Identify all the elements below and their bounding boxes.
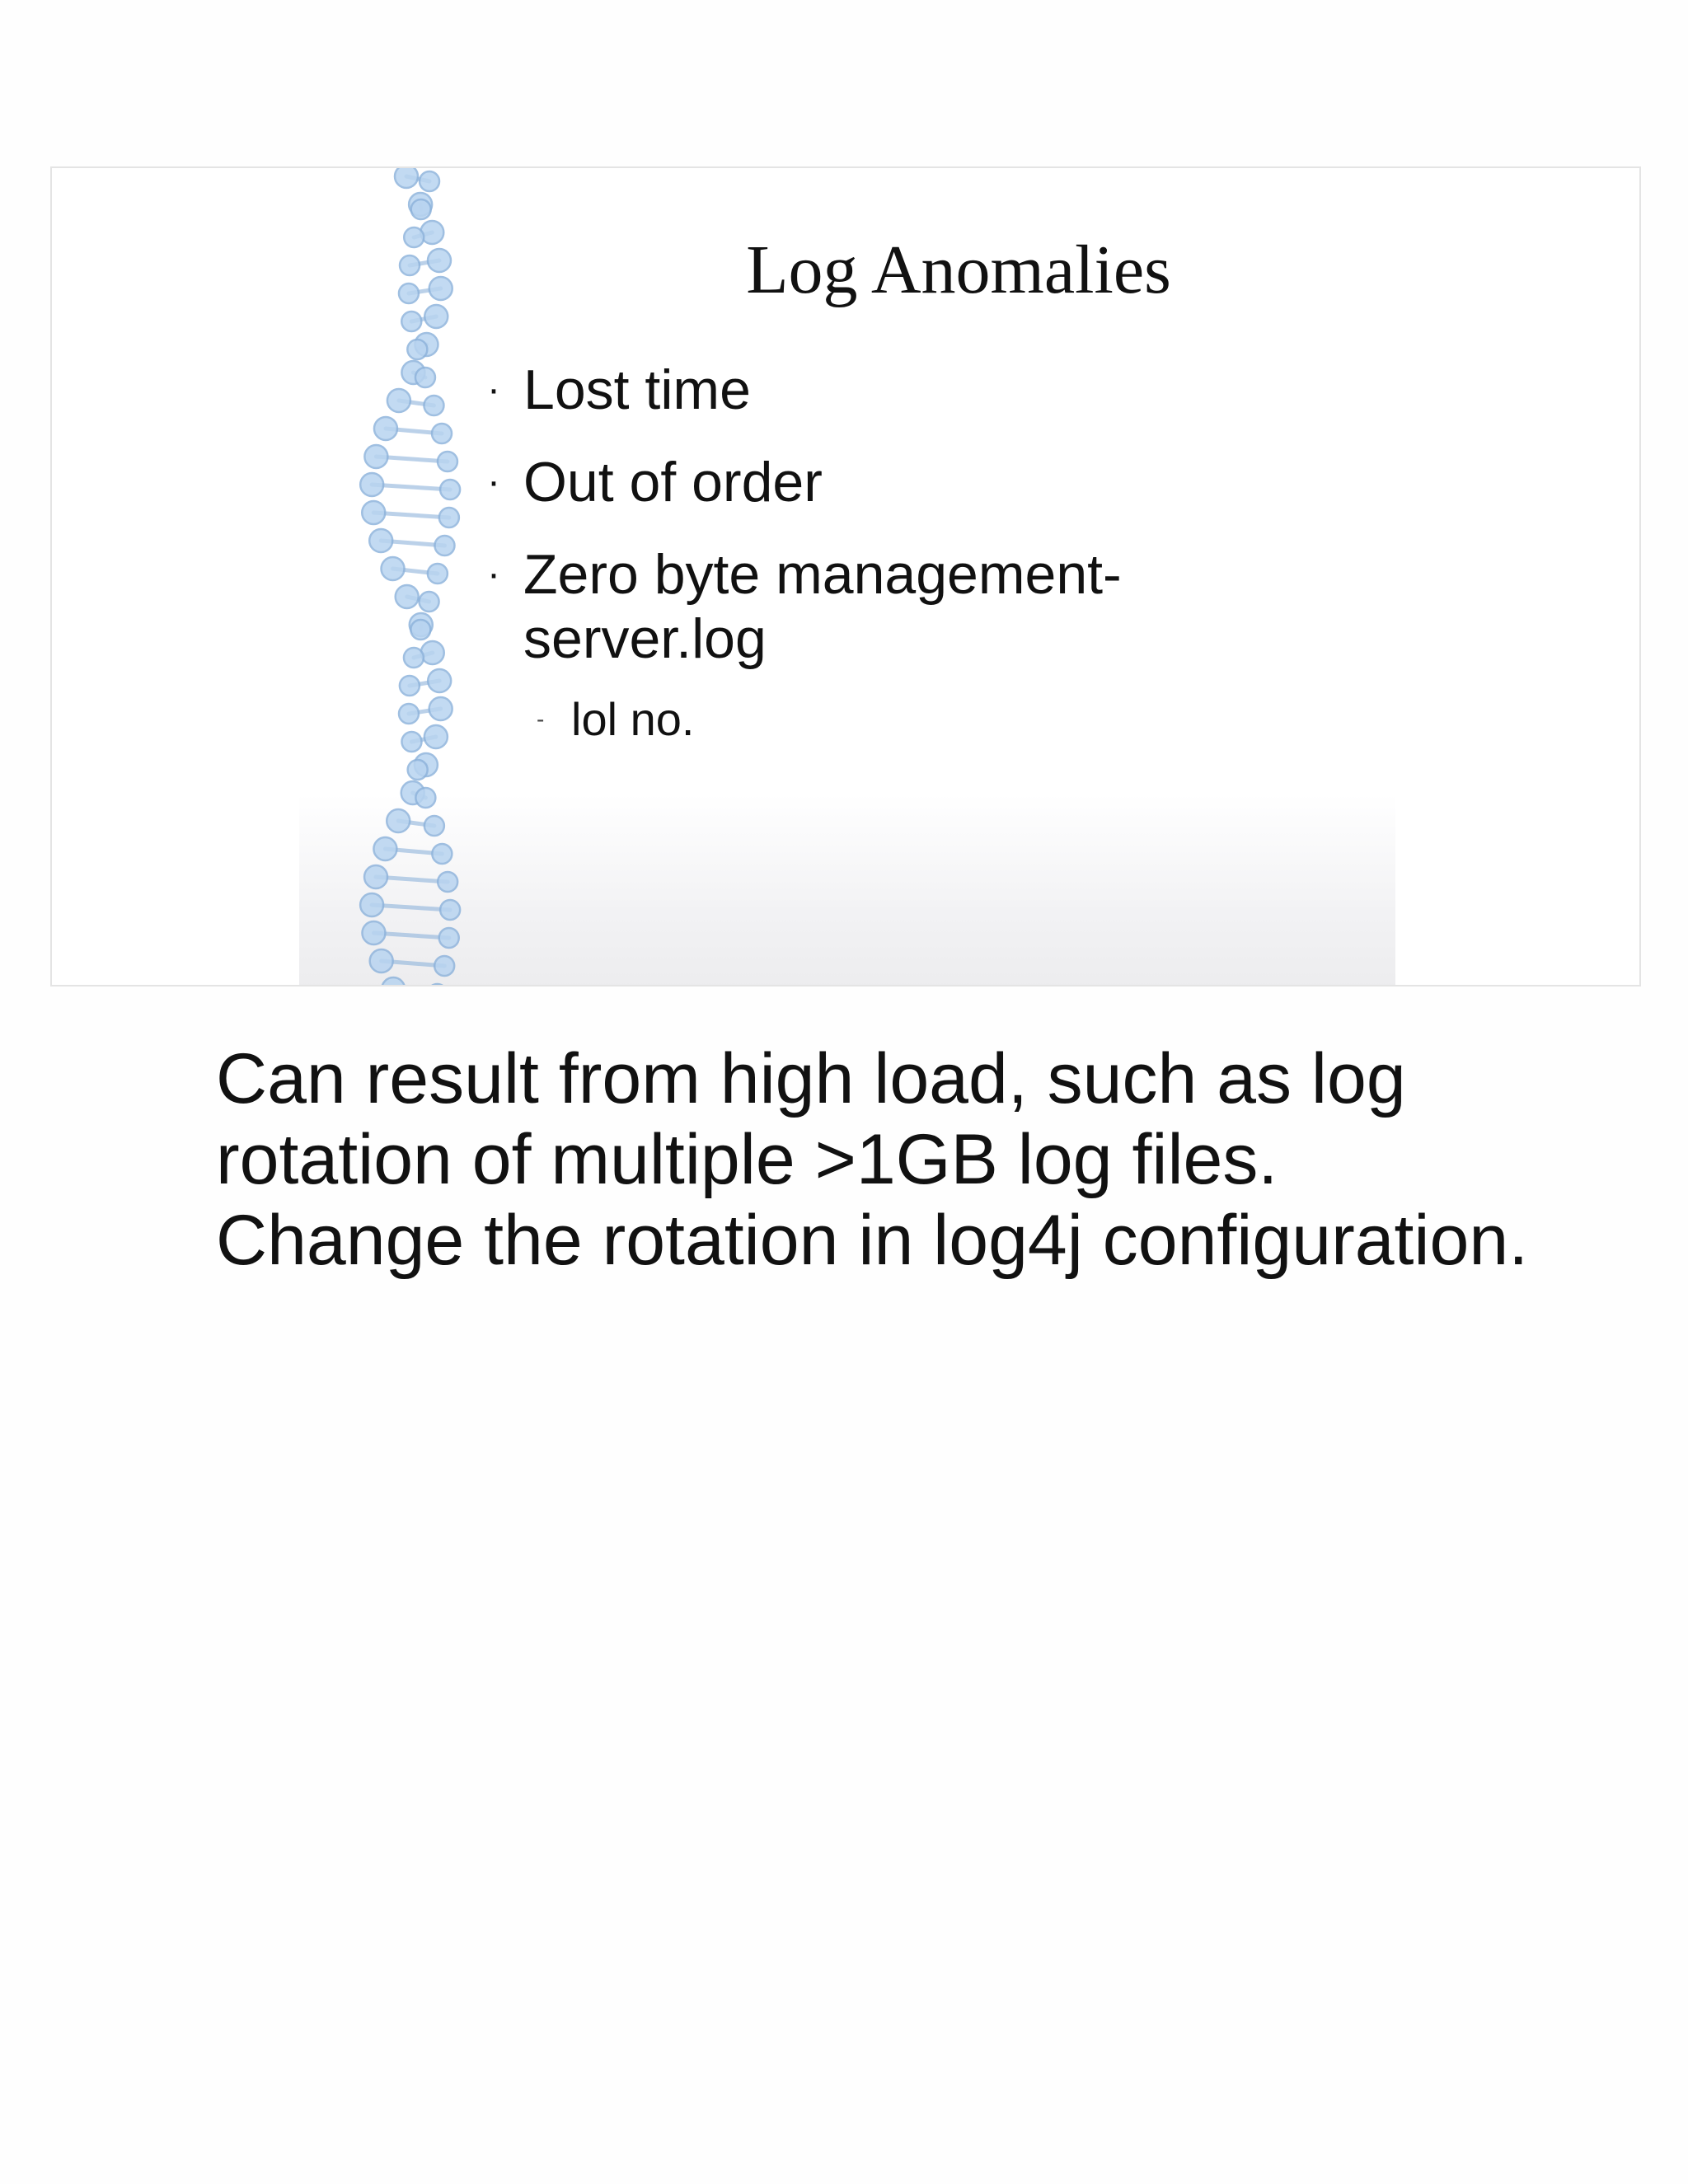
sub-bullet-marker: - (537, 706, 545, 732)
bullet-marker: · (487, 460, 500, 504)
helix-node (421, 641, 444, 664)
sub-bullet-item (481, 691, 1387, 748)
speaker-notes: Can result from high load, such as log rotation of multiple >1GB log files. Change the rotation in log4j configuration. (216, 1039, 1529, 1280)
helix-node (424, 396, 443, 415)
helix-node (439, 508, 459, 527)
helix-node (429, 697, 452, 720)
helix-node (400, 255, 420, 275)
helix-node (408, 760, 428, 780)
bullet-marker: · (487, 552, 500, 596)
bullet-text: Zero byte management-server.log (523, 543, 1122, 670)
bullet-item (481, 542, 1387, 671)
bullet-text: Out of order (523, 451, 823, 513)
helix-node (364, 445, 387, 468)
helix-node (399, 704, 419, 724)
helix-node (420, 171, 439, 191)
slide-frame (50, 166, 1641, 987)
helix-node (404, 227, 424, 247)
helix-node (382, 977, 405, 987)
helix-node (440, 900, 460, 920)
helix-node (432, 424, 452, 443)
dna-helix-image (349, 166, 481, 987)
bullet-list (481, 358, 1387, 748)
helix-node (434, 956, 454, 976)
helix-node (438, 872, 457, 892)
helix-node (404, 648, 424, 668)
helix-node (401, 312, 421, 331)
helix-node (382, 557, 405, 580)
slide-title: Log Anomalies (746, 232, 1171, 308)
helix-node (438, 452, 457, 471)
helix-node (411, 199, 431, 219)
helix-node (424, 725, 448, 748)
helix-node (401, 732, 421, 752)
helix-node (415, 368, 435, 387)
helix-node (410, 620, 430, 640)
helix-node (362, 921, 385, 944)
helix-node (428, 669, 451, 692)
sub-bullet-text: lol no. (571, 693, 695, 745)
helix-node (362, 501, 385, 524)
helix-node (428, 249, 451, 272)
helix-node (434, 536, 454, 555)
helix-node (424, 816, 444, 836)
helix-node (387, 389, 410, 412)
bullet-item (481, 358, 1387, 422)
helix-node (424, 305, 448, 328)
helix-node (364, 865, 387, 888)
helix-node (428, 564, 448, 583)
helix-node (440, 480, 460, 499)
helix-node (415, 788, 435, 808)
helix-node (427, 984, 447, 987)
helix-node (432, 844, 452, 864)
bullet-text: Lost time (523, 359, 751, 421)
helix-node (420, 592, 439, 612)
helix-node (360, 473, 383, 496)
helix-node (439, 928, 459, 948)
helix-node (429, 277, 452, 300)
helix-node (407, 340, 427, 359)
helix-node (360, 893, 383, 916)
helix-node (400, 676, 420, 696)
helix-node (370, 949, 393, 972)
helix-node (369, 529, 392, 552)
helix-node (374, 417, 397, 440)
helix-node (396, 585, 419, 608)
helix-node (399, 284, 419, 303)
helix-node (395, 166, 418, 188)
helix-node (387, 809, 410, 832)
bullet-marker: · (487, 368, 500, 411)
bullet-item (481, 450, 1387, 514)
helix-node (373, 837, 396, 860)
